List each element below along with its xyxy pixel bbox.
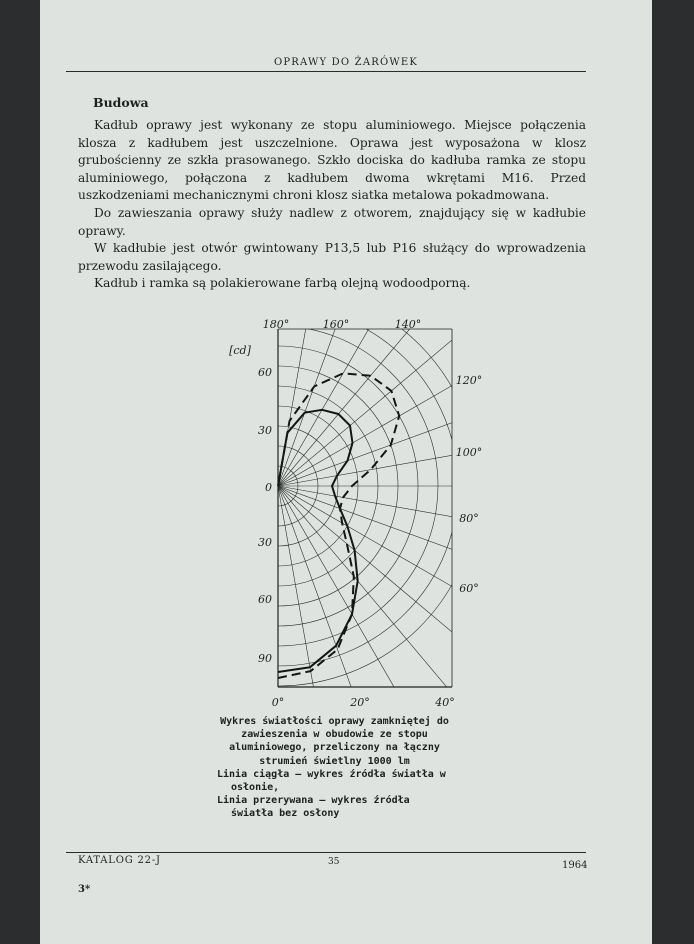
paragraph: Kadłub i ramka są polakierowane farbą olejną wodoodporną. (94, 276, 471, 291)
caption-main: Wykres światłości oprawy zamkniętej do zawieszenia w obudowie ze stopu aluminiowego, przeliczony na łączny strumień świetlny 1000 lm (220, 716, 449, 767)
angle-label: 120° (455, 374, 483, 387)
paragraph: Kadłub oprawy jest wykonany ze stopu aluminiowego. Miejsce połączenia klosza z kadłubem jest uszczelnione. Oprawa jest wyposażona w klosz grubościenny ze szkła prasowanego. Szkło dociska do kadłuba ramka ze stopu aluminiowego, połączona z kadłubem dwoma wkrętami M16. Przed uszkodzeniami mechanicznymi chroni klosz siatka metalowa pokadmowana. (78, 118, 586, 203)
grid-ray (278, 280, 523, 486)
grid-ray (278, 430, 593, 486)
angle-label: 80° (459, 512, 479, 525)
dashed-curve (278, 373, 399, 678)
grid-ray (278, 486, 555, 646)
radial-label: 60 (258, 593, 272, 606)
x-tick-label: 20° (350, 696, 370, 709)
page-number: 35 (328, 857, 340, 867)
grid-ray (278, 486, 579, 595)
chart-labels (229, 318, 482, 709)
body-text (78, 117, 586, 293)
radial-label: 30 (258, 536, 272, 549)
figure-caption (217, 715, 452, 821)
footer-year: 1964 (562, 860, 588, 871)
light-distribution-chart (220, 314, 483, 714)
footer-rule (66, 852, 586, 853)
x-tick-label: 0° (271, 696, 285, 709)
grid-ray (278, 486, 523, 692)
caption-dashed-line: Linia przerywana — wykres źródła światła bez osłony (217, 795, 410, 820)
x-tick-label: 40° (435, 696, 455, 709)
running-head: OPRAWY DO ŻARÓWEK (273, 57, 419, 68)
angle-label: 60° (459, 582, 479, 595)
section-title: Budowa (93, 95, 149, 110)
radial-label: 90 (258, 652, 272, 665)
paragraph: Do zawieszania oprawy służy nadlew z otworem, znajdujący się w kadłubie oprawy. (78, 205, 586, 238)
radial-label: 30 (258, 424, 272, 437)
caption-solid-line: Linia ciągła — wykres źródła światła w osłonie, (217, 768, 446, 794)
angle-label: 140° (394, 318, 422, 331)
catalog-page (40, 0, 652, 944)
grid-ray (278, 326, 555, 486)
footer-catalog: KATALOG 22-J (78, 855, 161, 866)
grid-ray (278, 486, 593, 542)
unit-label: [cd] (229, 344, 251, 357)
angle-label: 100° (455, 446, 483, 459)
solid-curve (278, 410, 358, 672)
angle-label: 180° (262, 318, 290, 331)
chart-curves (278, 373, 399, 678)
radial-label: 0 (265, 481, 272, 494)
angle-label: 160° (322, 318, 350, 331)
radial-label: 60 (258, 366, 272, 379)
grid-ray (278, 377, 579, 486)
paragraph: W kadłubie jest otwór gwintowany P13,5 lub P16 służący do wprowadzenia przewodu zasilającego. (78, 241, 586, 273)
header-rule (66, 71, 586, 72)
grid-ray (278, 486, 484, 731)
sheet-signature: 3* (78, 884, 91, 895)
